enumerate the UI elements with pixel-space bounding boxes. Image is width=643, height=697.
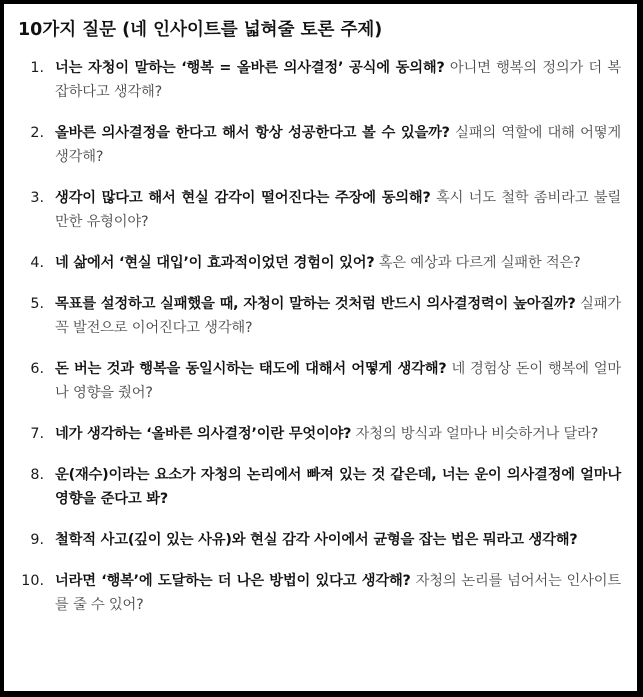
question-text [55, 292, 621, 340]
question-item-1 [18, 56, 621, 104]
question-number: 5. [30, 296, 44, 312]
question-number: 4. [30, 255, 44, 271]
question-item-4 [18, 251, 621, 275]
question-text [55, 463, 621, 511]
question-text [55, 186, 621, 234]
question-bold: 너는 자청이 말하는 ‘행복 = 올바른 의사결정’ 공식에 동의해? [55, 60, 445, 76]
question-text [55, 528, 621, 552]
question-number: 8. [30, 467, 44, 483]
question-detail: 실패가 꼭 발전으로 이어진다고 생각해? [55, 296, 621, 336]
question-item-7 [18, 422, 621, 446]
question-number: 7. [30, 426, 44, 442]
question-item-10 [18, 569, 621, 617]
question-text [55, 121, 621, 169]
question-bold: 네가 생각하는 ‘올바른 의사결정’이란 무엇이야? [55, 426, 352, 442]
question-item-6 [18, 357, 621, 405]
question-number: 1. [30, 60, 44, 76]
question-bold: 운(재수)이라는 요소가 자청의 논리에서 빠져 있는 것 같은데, 너는 운이 의사결정에 얼마나 영향을 준다고 봐? [55, 467, 621, 507]
question-detail: 혹시 너도 철학 좀비라고 불릴 만한 유형이야? [55, 190, 621, 230]
question-detail: 자청의 방식과 얼마나 비슷하거나 달라? [351, 426, 599, 442]
question-number: 3. [30, 190, 44, 206]
document-card [4, 4, 637, 691]
question-item-2 [18, 121, 621, 169]
question-number: 10. [21, 573, 44, 589]
question-bold: 너라면 ‘행복’에 도달하는 더 나은 방법이 있다고 생각해? [55, 573, 411, 589]
question-text [55, 357, 621, 405]
question-list [18, 56, 621, 617]
question-item-3 [18, 186, 621, 234]
question-item-5 [18, 292, 621, 340]
question-bold: 목표를 설정하고 실패했을 때, 자청이 말하는 것처럼 반드시 의사결정력이 높아질까? [55, 296, 576, 312]
question-bold: 올바른 의사결정을 한다고 해서 항상 성공한다고 볼 수 있을까? [55, 125, 450, 141]
question-number: 9. [30, 532, 44, 548]
question-text [55, 56, 621, 104]
question-bold: 생각이 많다고 해서 현실 감각이 떨어진다는 주장에 동의해? [55, 190, 431, 206]
page-title: 10가지 질문 (네 인사이트를 넓혀줄 토론 주제) [18, 20, 383, 40]
question-detail: 네 경험상 돈이 행복에 얼마나 영향을 줬어? [55, 361, 621, 401]
question-text [55, 251, 621, 275]
question-number: 6. [30, 361, 44, 377]
question-bold: 돈 버는 것과 행복을 동일시하는 태도에 대해서 어떻게 생각해? [55, 361, 447, 377]
question-detail: 아니면 행복의 정의가 더 복잡하다고 생각해? [55, 60, 621, 100]
question-item-8 [18, 463, 621, 511]
question-detail: 혹은 예상과 다르게 실패한 적은? [374, 255, 581, 271]
question-number: 2. [30, 125, 44, 141]
question-detail: 자청의 논리를 넘어서는 인사이트를 줄 수 있어? [55, 573, 621, 613]
question-text [55, 422, 621, 446]
question-item-9 [18, 528, 621, 552]
question-text [55, 569, 621, 617]
question-detail: 실패의 역할에 대해 어떻게 생각해? [55, 125, 621, 165]
question-bold: 네 삶에서 ‘현실 대입’이 효과적이었던 경험이 있어? [55, 255, 375, 271]
question-bold: 철학적 사고(깊이 있는 사유)와 현실 감각 사이에서 균형을 잡는 법은 뭐라고 생각해? [55, 532, 578, 548]
